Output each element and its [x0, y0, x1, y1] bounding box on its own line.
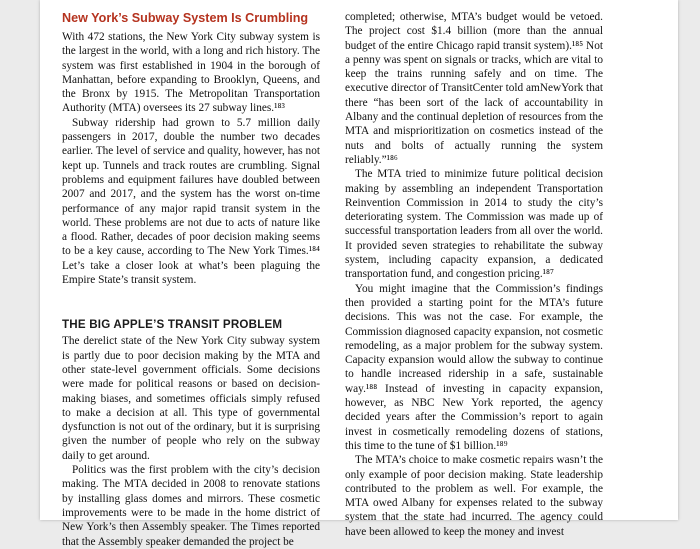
paragraph-commission: The MTA tried to minimize future political decision making by assembling an independent Transportation Reinvention Commission in 2014 to study the city’s deteriorating system. The Commission was made up of successful transportation leaders from all over the world. It provided seven strategies to rehabilitate the subway system, including capacity expansion, a dedicated transportation fund, and congestion pricing.¹⁸⁷: [345, 168, 603, 281]
paragraph-derelict-state: The derelict state of the New York City subway system is partly due to poor decision making by the MTA and other state-level government officials. Some decisions were made for political reasons or based on decision-making biases, and sometimes officials simply refused to make a decision at all. This type of governmental dysfunction is not out of the ordinary, but it is surprising given the number of people who rely on the subway daily to get around.: [62, 335, 320, 462]
paragraph-intro: With 472 stations, the New York City subway system is the largest in the world, with a long and rich history. The system was first established in 1904 in the borough of Manhattan, before expanding to Brooklyn, Queens, and the Bronx by 1915. The Metropolitan Transportation Authority (MTA) oversees its 27 subway lines.¹⁸³: [62, 31, 320, 115]
section-heading: THE BIG APPLE’S TRANSIT PROBLEM: [62, 318, 283, 332]
left-column: [62, 10, 320, 549]
paragraph-project-cost: completed; otherwise, MTA’s budget would be vetoed. The project cost $1.4 billion (more than the annual budget of the entire Chicago rapid transit system).¹⁸⁵ Not a penny was spent on signals or tracks, which are vital to keep the trains running safely and on time. The executive director of TransitCenter told amNewYork that there “has been sort of the lack of accountability in Albany and the continual depletion of resources from the MTA and misprioritization on cosmetics instead of the nuts and bolts of actually running the system reliably.”¹⁸⁶: [345, 11, 604, 166]
paragraph-ridership: Subway ridership had grown to 5.7 million daily passengers in 2017, double the number two decades earlier. The level of service and quality, however, has not kept up. Tunnels and track routes are crumbling. Signal problems and equipment failures have doubled between 2007 and 2017, and the system has the worst on-time performance of any major rapid transit system in the world. These problems are not due to acts of nature like a flood. Rather, decades of poor decision making seems to be a key cause, according to The New York Times.¹⁸⁴ Let’s take a closer look at what’s been plaguing the Empire State’s transit system.: [62, 116, 320, 287]
right-column: [345, 10, 603, 539]
paragraph-cosmetic-repairs: The MTA’s choice to make cosmetic repairs wasn’t the only example of poor decision making. State leadership contributed to the problem as well. For example, the MTA owed Albany for expenses related to the subway system that the state had incurred. The agency could have been allowed to keep the money and invest: [345, 454, 603, 538]
textbook-page: [40, 0, 678, 548]
paragraph-findings: You might imagine that the Commission’s findings then provided a starting point for the MTA’s future decisions. This was not the case. For example, the Commission diagnosed capacity expansion, not cosmetic remodeling, as a major problem for the subway system. Capacity expansion would allow the subway to continue to handle increased ridership in a safe, sustainable way.¹⁸⁸ Instead of investing in capacity expansion, however, as NBC New York reported, the agency decided years after the Commission’s report to again invest in cosmetically remodeling dozens of stations, this time to the tune of $1 billion.¹⁸⁹: [345, 282, 603, 452]
paragraph-politics: Politics was the first problem with the city’s decision making. The MTA decided in 2008 to renovate stations by installing glass domes and mirrors. These cosmetic improvements were to be made in the home district of New York’s then Assembly speaker. The Times reported that the Assembly speaker demanded the project be: [62, 464, 320, 548]
case-title: New York’s Subway System Is Crumbling: [62, 11, 309, 25]
